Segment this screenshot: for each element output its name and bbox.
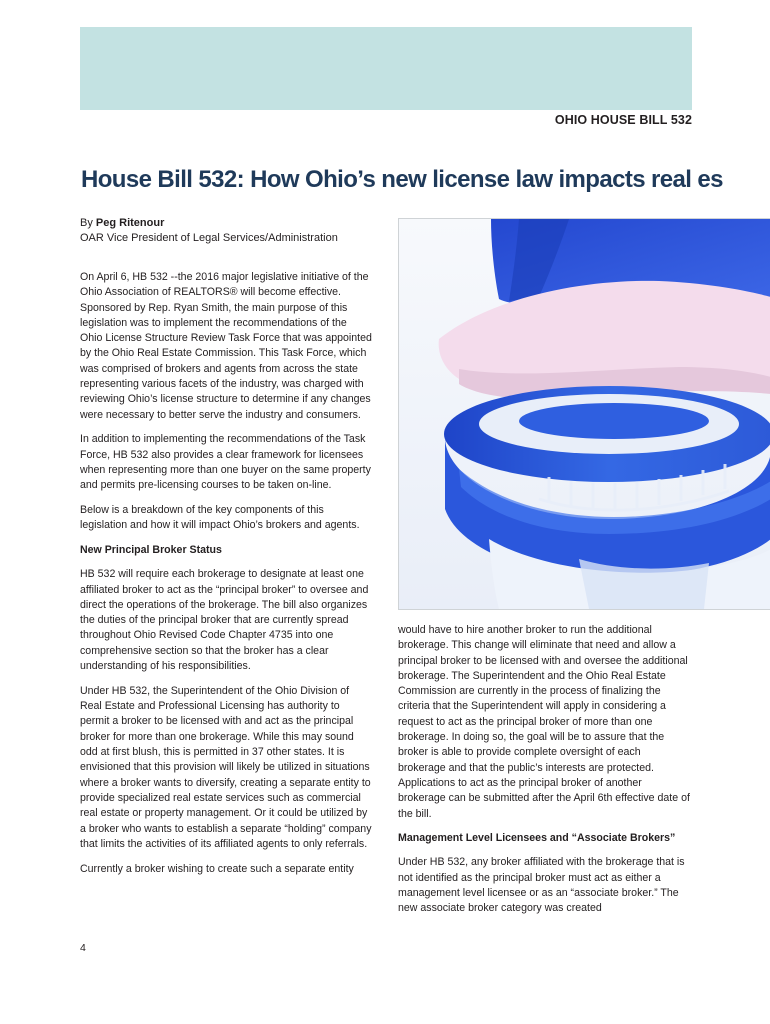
subheading: Management Level Licensees and “Associate Brokers” (398, 832, 676, 845)
paragraph: Under HB 532, the Superintendent of the Ohio Division of Real Estate and Professional Licensing has authority to permit a broker to be licensed with and act as the principal broker for more than one brokerage. While this may sound odd at first blush, this is permitted in 37 other states. It is envisioned that this provision will likely be utilized in situations where a broker wants to diversify, creating a separate entity to provide specialized real estate services such as commercial real estate or property management. Or it could be utilized by a broker who wants to establish a separate “holding” company that limits the activities of its affiliated agents to only referrals. (80, 684, 372, 850)
paragraph: HB 532 will require each brokerage to designate at least one affiliated broker to act as the “principal broker” to oversee and direct the operations of the brokerage. The bill also organizes the duties of the principal broker that are currently spread throughout Ohio Revised Code Chapter 4735 into one comprehensive section so that the broker has a clear understanding of his responsibilities. (80, 568, 369, 673)
subheading: New Principal Broker Status (80, 544, 222, 557)
byline-prefix: By (80, 217, 96, 229)
page-number: 4 (80, 942, 86, 954)
paragraph: On April 6, HB 532 --the 2016 major legislative initiative of the Ohio Association of REALTORS® will become effective. Sponsored by Rep. Ryan Smith, the main purpose of this legislation was to implement the recommendations of the Ohio License Structure Review Task Force that was appointed by the Ohio Real Estate Commission. This Task Force, which was comprised of brokers and agents from across the state representing various facets of the industry, was charged with reviewing Ohio’s license structure to determine if any changes were necessary to better serve the industry and consumers. (80, 271, 372, 421)
header-color-band (80, 27, 692, 110)
author-title: OAR Vice President of Legal Services/Administration (80, 232, 338, 244)
section-label: OHIO HOUSE BILL 532 (554, 113, 692, 127)
paragraph: Currently a broker wishing to create such a separate entity (80, 862, 354, 875)
article-title: House Bill 532: How Ohio’s new license law impacts real es (81, 166, 723, 193)
left-column (80, 270, 372, 886)
right-column (398, 623, 690, 926)
paragraph: Under HB 532, any broker affiliated with the brokerage that is not identified as the principal broker must act as either a management level licensee or as an “associate broker.” The new associate broker category was created (398, 856, 685, 915)
article-photo (398, 218, 770, 610)
paragraph: would have to hire another broker to run the additional brokerage. This change will eliminate that need and allow a principal broker to be licensed with and oversee the additional brokerage. The Superintendent and the Ohio Real Estate Commission are currently in the process of finalizing the criteria that the Superintendent will apply in considering a request to act as the principal broker of more than one brokerage. In doing so, the goal will be to assure that the broker is able to provide complete oversight of each brokerage and that the public’s interests are protected. Applications to act as the principal broker of another brokerage can be submitted after the April 6th effective date of the bill. (398, 624, 690, 820)
author-name: Peg Ritenour (95, 217, 165, 229)
paragraph: Below is a breakdown of the key components of this legislation and how it will impact Ohio’s brokers and agents. (80, 504, 360, 532)
byline (80, 216, 338, 246)
photo-illustration (399, 219, 770, 609)
paragraph: In addition to implementing the recommendations of the Task Force, HB 532 also provides a clear framework for licensees when representing more than one buyer on the same property and permits pre-licensing courses to be taken on-line. (80, 433, 371, 492)
